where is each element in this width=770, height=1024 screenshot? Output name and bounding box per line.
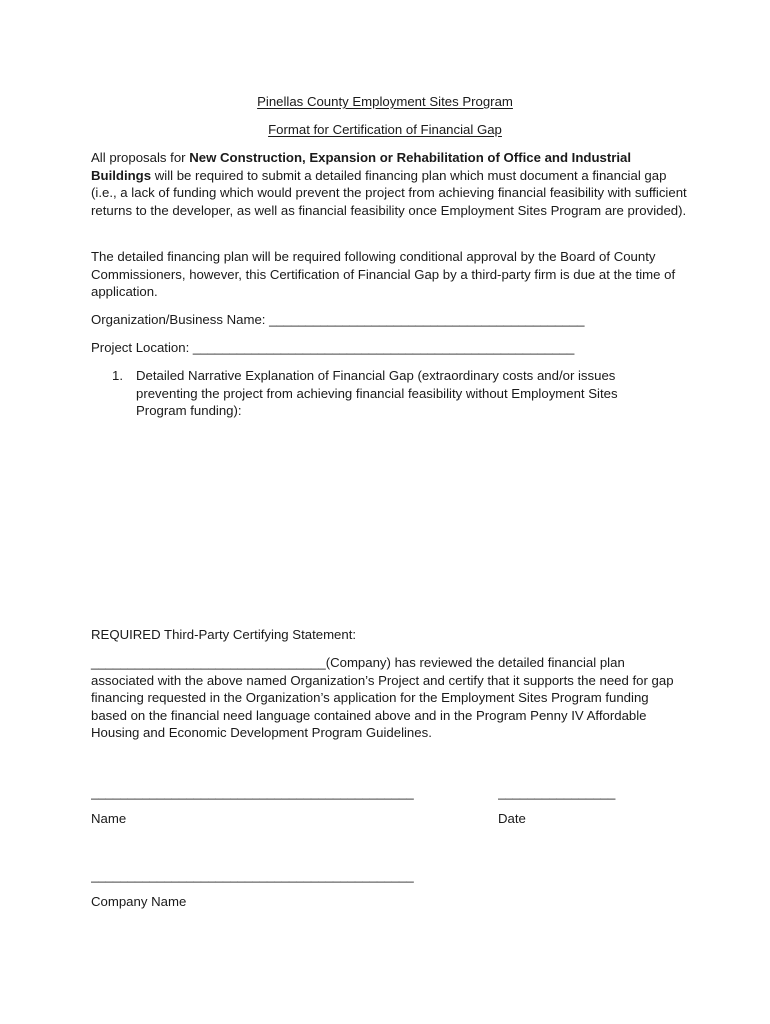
company-name-label: Company Name — [91, 894, 187, 909]
date-signature-line: ________________ — [498, 785, 616, 800]
name-label: Name — [91, 811, 127, 826]
certifying-statement: ________________________________(Company) has reviewed the detailed financial plan associated with the above named Organization’s Project and certify that it supports the need for gap financing requested in the Organization’s application for the Employment Sites Program funding based on the financial need language contained above and in the Program Penny IV Affordable Housing and Economic Development Program Guidelines. — [91, 655, 674, 741]
intro-prefix: All proposals for — [91, 150, 190, 165]
list-item-number: 1. — [112, 368, 123, 383]
project-location-field: Project Location: ____________________________________________________ — [91, 340, 575, 355]
list-item-text: Detailed Narrative Explanation of Financial Gap (extraordinary costs and/or issues preventing the project from achieving financial feasibility without Employment Sites Program funding): — [136, 368, 618, 419]
name-signature-line: ____________________________________________ — [91, 785, 414, 800]
document-title: Pinellas County Employment Sites Program — [257, 94, 513, 109]
intro-suffix: will be required to submit a detailed financing plan which must document a financial gap (i.e., a lack of funding which would prevent the project from achieving financial feasibility with sufficient returns to the developer, as well as financial feasibility once Employment Sites Program are provided). — [91, 167, 687, 218]
intro-paragraph — [91, 149, 691, 219]
financing-plan-paragraph: The detailed financing plan will be required following conditional approval by the Board of County Commissioners, however, this Certification of Financial Gap by a third-party firm is due at the time of application. — [91, 249, 676, 300]
required-heading: REQUIRED Third-Party Certifying Statement: — [91, 627, 357, 642]
document-subtitle: Format for Certification of Financial Gap — [268, 122, 502, 137]
intro-bold: New Construction, Expansion or Rehabilitation of Office and Industrial Buildings — [91, 150, 632, 183]
organization-name-field: Organization/Business Name: ___________________________________________ — [91, 312, 585, 327]
date-label: Date — [498, 811, 526, 826]
company-signature-line: ____________________________________________ — [91, 868, 414, 883]
